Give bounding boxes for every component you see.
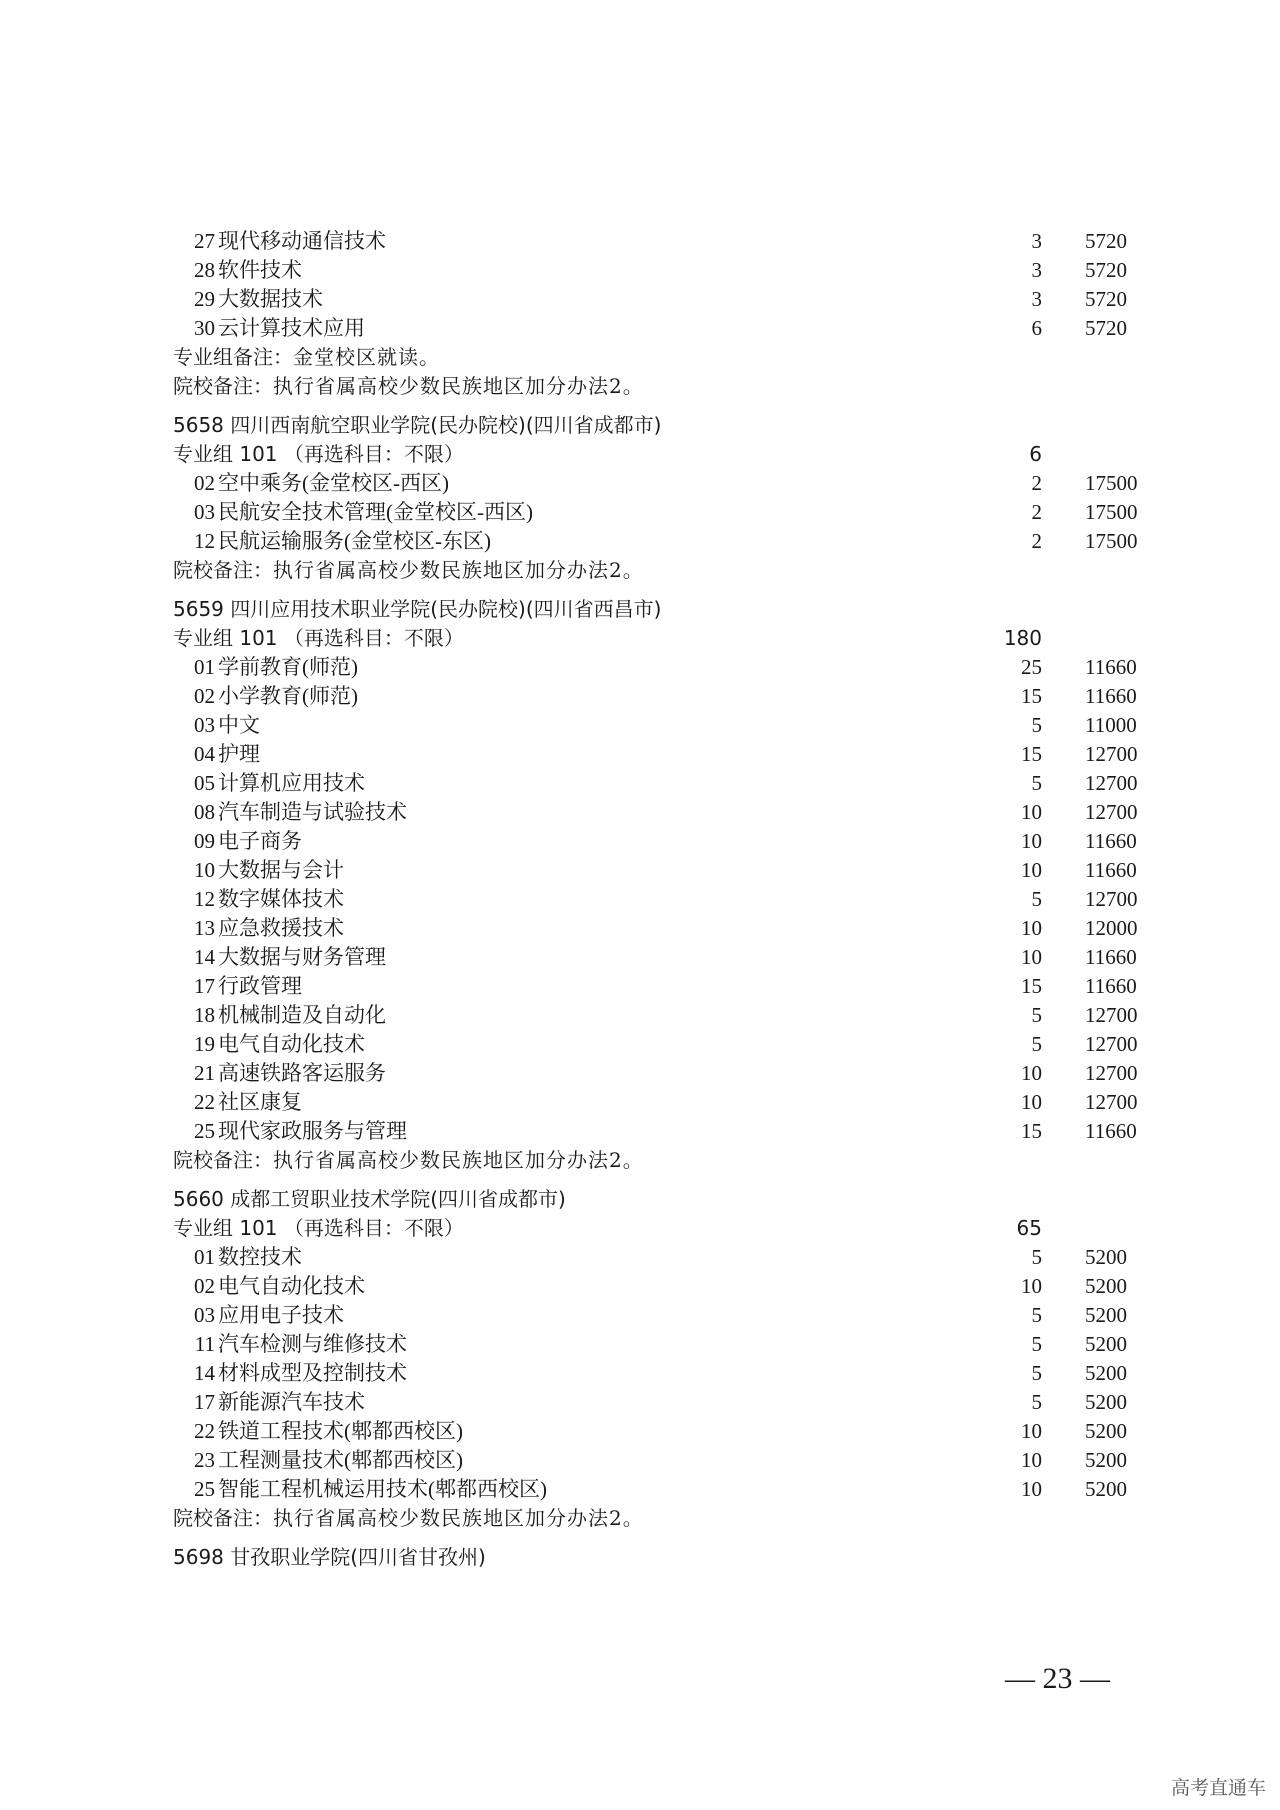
major-group-label: 专业组 101 （再选科目：不限） <box>173 1216 464 1240</box>
list-item <box>0 1301 1280 1330</box>
enrollment-count: 10 <box>1021 1274 1042 1298</box>
tuition-fee: 11660 <box>1085 858 1137 882</box>
list-item <box>0 1446 1280 1475</box>
major-name: 护理 <box>218 742 260 766</box>
enrollment-count: 2 <box>1031 529 1042 553</box>
major-code: 19 <box>194 1032 215 1056</box>
enrollment-count: 3 <box>1031 287 1042 311</box>
list-item <box>0 1475 1280 1504</box>
enrollment-count: 5 <box>1031 1303 1042 1327</box>
tuition-fee: 11660 <box>1085 974 1137 998</box>
tuition-fee: 12700 <box>1085 742 1138 766</box>
major-code: 04 <box>194 742 215 766</box>
school-note-text: 执行省属高校少数民族地区加分办法2。 <box>273 558 644 582</box>
major-code: 30 <box>194 316 215 340</box>
group-total-count: 180 <box>1003 626 1042 650</box>
major-name: 学前教育(师范) <box>218 655 358 679</box>
list-item <box>0 1359 1280 1388</box>
list-item <box>0 798 1280 827</box>
major-code: 05 <box>194 771 215 795</box>
tuition-fee: 5200 <box>1085 1390 1127 1414</box>
enrollment-count: 10 <box>1021 1448 1042 1472</box>
list-item <box>0 1330 1280 1359</box>
enrollment-count: 15 <box>1021 974 1042 998</box>
major-name: 汽车制造与试验技术 <box>218 800 407 824</box>
tuition-fee: 12700 <box>1085 1090 1138 1114</box>
tuition-fee: 5720 <box>1085 229 1127 253</box>
tuition-fee: 5720 <box>1085 316 1127 340</box>
major-code: 12 <box>194 529 215 553</box>
major-name: 工程测量技术(郫都西校区) <box>218 1448 463 1472</box>
tuition-fee: 17500 <box>1085 529 1138 553</box>
list-item <box>0 711 1280 740</box>
major-name: 云计算技术应用 <box>218 316 365 340</box>
enrollment-count: 5 <box>1031 887 1042 911</box>
watermark: 高考直通车 <box>1170 1777 1266 1799</box>
major-name: 新能源汽车技术 <box>218 1390 365 1414</box>
major-code: 25 <box>194 1477 215 1501</box>
enrollment-count: 5 <box>1031 1245 1042 1269</box>
tuition-fee: 11660 <box>1085 829 1137 853</box>
major-code: 03 <box>194 500 215 524</box>
tuition-fee: 5200 <box>1085 1303 1127 1327</box>
tuition-fee: 5200 <box>1085 1361 1127 1385</box>
major-name: 大数据与财务管理 <box>218 945 386 969</box>
major-group-header <box>0 624 1280 653</box>
school-note-label: 院校备注： <box>173 1506 273 1530</box>
list-item <box>0 1417 1280 1446</box>
tuition-fee: 11660 <box>1085 945 1137 969</box>
group-note-text: 金堂校区就读。 <box>293 345 440 369</box>
enrollment-count: 15 <box>1021 742 1042 766</box>
enrollment-count: 10 <box>1021 829 1042 853</box>
enrollment-count: 5 <box>1031 1003 1042 1027</box>
major-name: 大数据技术 <box>218 287 323 311</box>
major-code: 17 <box>194 1390 215 1414</box>
major-group-header <box>0 440 1280 469</box>
enrollment-count: 6 <box>1031 316 1042 340</box>
major-name: 电气自动化技术 <box>218 1274 365 1298</box>
list-item <box>0 256 1280 285</box>
page-number: — 23 — <box>1005 1662 1110 1695</box>
enrollment-count: 5 <box>1031 713 1042 737</box>
major-code: 03 <box>194 1303 215 1327</box>
school-note-label: 院校备注： <box>173 558 273 582</box>
school-note-text: 执行省属高校少数民族地区加分办法2。 <box>273 1506 644 1530</box>
tuition-fee: 11660 <box>1085 655 1137 679</box>
group-total-count: 65 <box>1016 1216 1042 1240</box>
school-note-text: 执行省属高校少数民族地区加分办法2。 <box>273 1148 644 1172</box>
major-name: 社区康复 <box>218 1090 302 1114</box>
enrollment-count: 5 <box>1031 771 1042 795</box>
major-code: 02 <box>194 471 215 495</box>
school-header-text: 5660 成都工贸职业技术学院(四川省成都市) <box>173 1187 566 1211</box>
list-item <box>0 827 1280 856</box>
enrollment-count: 10 <box>1021 916 1042 940</box>
enrollment-count: 25 <box>1021 655 1042 679</box>
school-header-text: 5658 四川西南航空职业学院(民办院校)(四川省成都市) <box>173 413 662 437</box>
major-name: 智能工程机械运用技术(郫都西校区) <box>218 1477 547 1501</box>
list-item <box>0 943 1280 972</box>
major-name: 大数据与会计 <box>218 858 344 882</box>
enrollment-count: 3 <box>1031 258 1042 282</box>
major-code: 09 <box>194 829 215 853</box>
tuition-fee: 12700 <box>1085 887 1138 911</box>
list-item <box>0 1272 1280 1301</box>
major-code: 27 <box>194 229 215 253</box>
school-header <box>0 411 1280 440</box>
tuition-fee: 17500 <box>1085 500 1138 524</box>
major-code: 25 <box>194 1119 215 1143</box>
school-header-text: 5698 甘孜职业学院(四川省甘孜州) <box>173 1545 486 1569</box>
major-code: 12 <box>194 887 215 911</box>
major-code: 10 <box>194 858 215 882</box>
tuition-fee: 5200 <box>1085 1448 1127 1472</box>
enrollment-count: 3 <box>1031 229 1042 253</box>
school-note-label: 院校备注： <box>173 1148 273 1172</box>
major-code: 02 <box>194 684 215 708</box>
tuition-fee: 5200 <box>1085 1332 1127 1356</box>
tuition-fee: 5720 <box>1085 258 1127 282</box>
enrollment-count: 10 <box>1021 1061 1042 1085</box>
major-code: 22 <box>194 1090 215 1114</box>
tuition-fee: 12700 <box>1085 771 1138 795</box>
major-group-header <box>0 1214 1280 1243</box>
group-note-label: 专业组备注： <box>173 345 293 369</box>
enrollment-count: 5 <box>1031 1390 1042 1414</box>
list-item <box>0 498 1280 527</box>
major-code: 03 <box>194 713 215 737</box>
major-name: 数控技术 <box>218 1245 302 1269</box>
major-code: 01 <box>194 655 215 679</box>
major-name: 民航安全技术管理(金堂校区-西区) <box>218 500 533 524</box>
school-header <box>0 595 1280 624</box>
tuition-fee: 5200 <box>1085 1274 1127 1298</box>
school-header <box>0 1185 1280 1214</box>
major-code: 13 <box>194 916 215 940</box>
major-name: 空中乘务(金堂校区-西区) <box>218 471 449 495</box>
list-item <box>0 682 1280 711</box>
enrollment-count: 5 <box>1031 1032 1042 1056</box>
enrollment-count: 10 <box>1021 800 1042 824</box>
major-code: 28 <box>194 258 215 282</box>
school-note-text: 执行省属高校少数民族地区加分办法2。 <box>273 374 644 398</box>
major-code: 21 <box>194 1061 215 1085</box>
tuition-fee: 17500 <box>1085 471 1138 495</box>
major-name: 铁道工程技术(郫都西校区) <box>218 1419 463 1443</box>
tuition-fee: 5200 <box>1085 1245 1127 1269</box>
group-note <box>0 343 1280 372</box>
tuition-fee: 5200 <box>1085 1477 1127 1501</box>
major-name: 电子商务 <box>218 829 302 853</box>
list-item <box>0 469 1280 498</box>
tuition-fee: 12700 <box>1085 800 1138 824</box>
enrollment-count: 10 <box>1021 945 1042 969</box>
enrollment-count: 10 <box>1021 1419 1042 1443</box>
group-total-count: 6 <box>1029 442 1042 466</box>
school-note <box>0 1146 1280 1175</box>
major-name: 计算机应用技术 <box>218 771 365 795</box>
tuition-fee: 5200 <box>1085 1419 1127 1443</box>
major-name: 应用电子技术 <box>218 1303 344 1327</box>
school-note <box>0 1504 1280 1533</box>
major-name: 机械制造及自动化 <box>218 1003 386 1027</box>
major-code: 08 <box>194 800 215 824</box>
tuition-fee: 11000 <box>1085 713 1137 737</box>
list-item <box>0 314 1280 343</box>
major-group-label: 专业组 101 （再选科目：不限） <box>173 442 464 466</box>
list-item <box>0 227 1280 256</box>
major-code: 14 <box>194 1361 215 1385</box>
enrollment-count: 10 <box>1021 1090 1042 1114</box>
tuition-fee: 5720 <box>1085 287 1127 311</box>
major-code: 23 <box>194 1448 215 1472</box>
school-note <box>0 372 1280 401</box>
major-code: 18 <box>194 1003 215 1027</box>
enrollment-count: 5 <box>1031 1361 1042 1385</box>
list-item <box>0 769 1280 798</box>
major-name: 现代移动通信技术 <box>218 229 386 253</box>
major-code: 17 <box>194 974 215 998</box>
list-item <box>0 1001 1280 1030</box>
enrollment-count: 2 <box>1031 500 1042 524</box>
major-name: 汽车检测与维修技术 <box>218 1332 407 1356</box>
enrollment-count: 5 <box>1031 1332 1042 1356</box>
enrollment-count: 15 <box>1021 684 1042 708</box>
school-header <box>0 1543 1280 1572</box>
major-name: 高速铁路客运服务 <box>218 1061 386 1085</box>
major-code: 22 <box>194 1419 215 1443</box>
major-name: 民航运输服务(金堂校区-东区) <box>218 529 491 553</box>
list-item <box>0 740 1280 769</box>
list-item <box>0 1388 1280 1417</box>
major-code: 02 <box>194 1274 215 1298</box>
major-name: 应急救援技术 <box>218 916 344 940</box>
list-item <box>0 1030 1280 1059</box>
major-name: 软件技术 <box>218 258 302 282</box>
list-item <box>0 285 1280 314</box>
major-name: 现代家政服务与管理 <box>218 1119 407 1143</box>
list-item <box>0 1117 1280 1146</box>
list-item <box>0 1059 1280 1088</box>
major-code: 01 <box>194 1245 215 1269</box>
tuition-fee: 11660 <box>1085 684 1137 708</box>
enrollment-count: 10 <box>1021 858 1042 882</box>
tuition-fee: 12700 <box>1085 1003 1138 1027</box>
school-header-text: 5659 四川应用技术职业学院(民办院校)(四川省西昌市) <box>173 597 662 621</box>
enrollment-count: 10 <box>1021 1477 1042 1501</box>
major-name: 小学教育(师范) <box>218 684 358 708</box>
list-item <box>0 914 1280 943</box>
major-name: 电气自动化技术 <box>218 1032 365 1056</box>
list-item <box>0 653 1280 682</box>
enrollment-count: 15 <box>1021 1119 1042 1143</box>
tuition-fee: 12000 <box>1085 916 1138 940</box>
list-item <box>0 972 1280 1001</box>
tuition-fee: 11660 <box>1085 1119 1137 1143</box>
major-name: 中文 <box>218 713 260 737</box>
major-name: 数字媒体技术 <box>218 887 344 911</box>
enrollment-count: 2 <box>1031 471 1042 495</box>
list-item <box>0 856 1280 885</box>
major-code: 14 <box>194 945 215 969</box>
tuition-fee: 12700 <box>1085 1032 1138 1056</box>
list-item <box>0 1243 1280 1272</box>
tuition-fee: 12700 <box>1085 1061 1138 1085</box>
school-note-label: 院校备注： <box>173 374 273 398</box>
major-code: 29 <box>194 287 215 311</box>
list-item <box>0 1088 1280 1117</box>
list-item <box>0 527 1280 556</box>
list-item <box>0 885 1280 914</box>
major-group-label: 专业组 101 （再选科目：不限） <box>173 626 464 650</box>
major-name: 行政管理 <box>218 974 302 998</box>
major-code: 11 <box>194 1332 215 1356</box>
school-note <box>0 556 1280 585</box>
major-name: 材料成型及控制技术 <box>218 1361 407 1385</box>
